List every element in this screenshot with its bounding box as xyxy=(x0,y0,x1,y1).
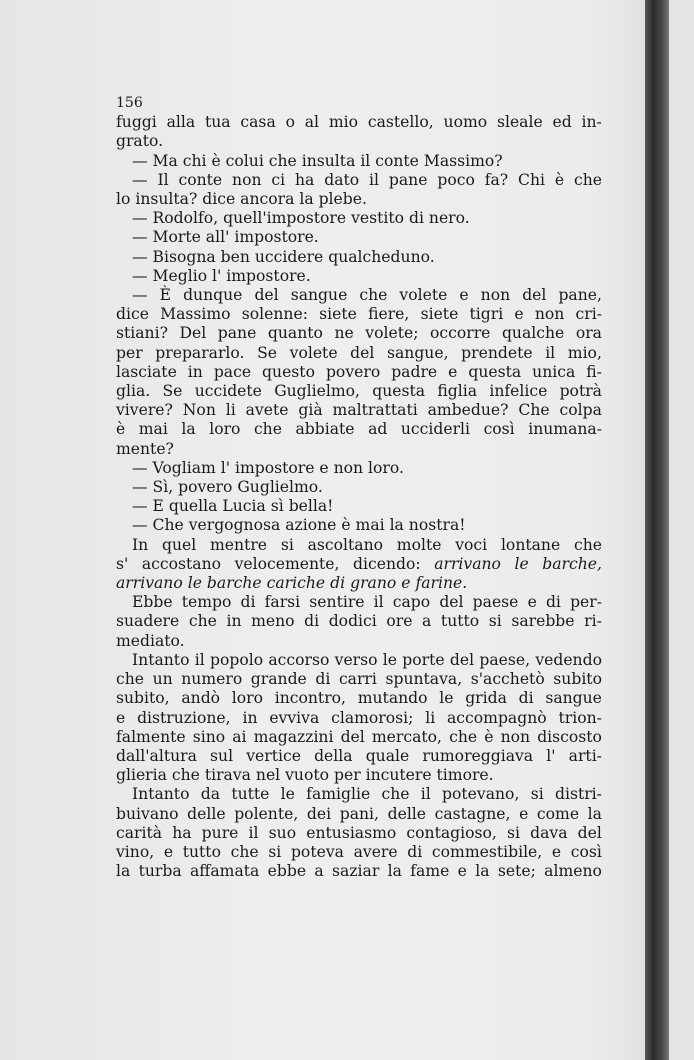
text-line: grato. xyxy=(116,132,164,151)
text-line: — Bisogna ben uccidere qualcheduno. xyxy=(132,247,435,266)
page-number: 156 xyxy=(116,95,143,111)
text-line: lo insulta? dice ancora la plebe. xyxy=(116,190,367,209)
text-line: Intanto il popolo accorso verso le porte del paese, vedendo xyxy=(132,650,602,669)
text-line: fuggi alla tua casa o al mio castello, uomo sleale ed in- xyxy=(116,113,602,132)
text-line: mente? xyxy=(116,439,174,458)
text-line: mediato. xyxy=(116,631,185,650)
text-line: Intanto da tutte le famiglie che il potevano, si distri- xyxy=(132,785,602,804)
text-line: — È dunque del sangue che volete e non del pane, xyxy=(132,286,602,305)
text-line: In quel mentre si ascoltano molte voci lontane che xyxy=(132,535,602,554)
text-line: e distruzione, in evviva clamorosi; li accompagnò trion- xyxy=(116,708,602,727)
text-line: — E quella Lucia sì bella! xyxy=(132,497,334,516)
text-line: la turba affamata ebbe a saziar la fame e la sete; almeno xyxy=(116,862,602,881)
text-line: glieria che tirava nel vuoto per incutere timore. xyxy=(116,766,494,785)
text-line: — Vogliam l' impostore e non loro. xyxy=(132,458,404,477)
text-line: dice Massimo solenne: siete fiere, siete tigri e non cri- xyxy=(116,305,602,324)
text-line: — Il conte non ci ha dato il pane poco fa? Chi è che xyxy=(132,170,602,189)
text-line: — Che vergognosa azione è mai la nostra! xyxy=(132,516,466,535)
text-line: carità ha pure il suo entusiasmo contagioso, si dava del xyxy=(116,823,602,842)
facing-page-edge xyxy=(669,0,694,1060)
text-line: — Morte all' impostore. xyxy=(132,228,319,247)
text-line: vino, e tutto che si poteva avere di commestibile, e così xyxy=(116,842,602,861)
text-line: suadere che in meno di dodici ore a tutto si sarebbe ri- xyxy=(116,612,602,631)
text-line: lasciate in pace questo povero padre e questa unica fi- xyxy=(116,362,602,381)
text-lines xyxy=(116,113,602,881)
book-spine xyxy=(645,0,669,1060)
text-line: subito, andò loro incontro, mutando le grida di sangue xyxy=(116,689,602,708)
text-line: — Ma chi è colui che insulta il conte Massimo? xyxy=(132,151,503,170)
text-line: — Sì, povero Guglielmo. xyxy=(132,478,323,497)
text-line: arrivano le barche cariche di grano e farine. xyxy=(116,574,468,593)
text-line: stiani? Del pane quanto ne volete; occorre qualche ora xyxy=(116,324,602,343)
text-line: buivano delle polente, dei pani, delle castagne, e come la xyxy=(116,804,602,823)
text-line: — Rodolfo, quell'impostore vestito di nero. xyxy=(132,209,470,228)
text-line: è mai la loro che abbiate ad ucciderli così inumana- xyxy=(116,420,602,439)
text-line: per prepararlo. Se volete del sangue, prendete il mio, xyxy=(116,343,602,362)
text-line: Ebbe tempo di farsi sentire il capo del paese e di per- xyxy=(132,593,602,612)
text-line: falmente sino ai magazzini del mercato, che è non discosto xyxy=(116,727,602,746)
text-line: vivere? Non li avete già maltrattati ambedue? Che colpa xyxy=(116,401,602,420)
text-line: s' accostano velocemente, dicendo: arrivano le barche, xyxy=(116,554,602,573)
text-line: — Meglio l' impostore. xyxy=(132,266,311,285)
text-line: che un numero grande di carri spuntava, s'acchetò subito xyxy=(116,670,602,689)
text-line: glia. Se uccidete Guglielmo, questa figlia infelice potrà xyxy=(116,382,602,401)
page-text xyxy=(116,94,602,881)
text-line: dall'altura sul vertice della quale rumoreggiava l' arti- xyxy=(116,746,602,765)
